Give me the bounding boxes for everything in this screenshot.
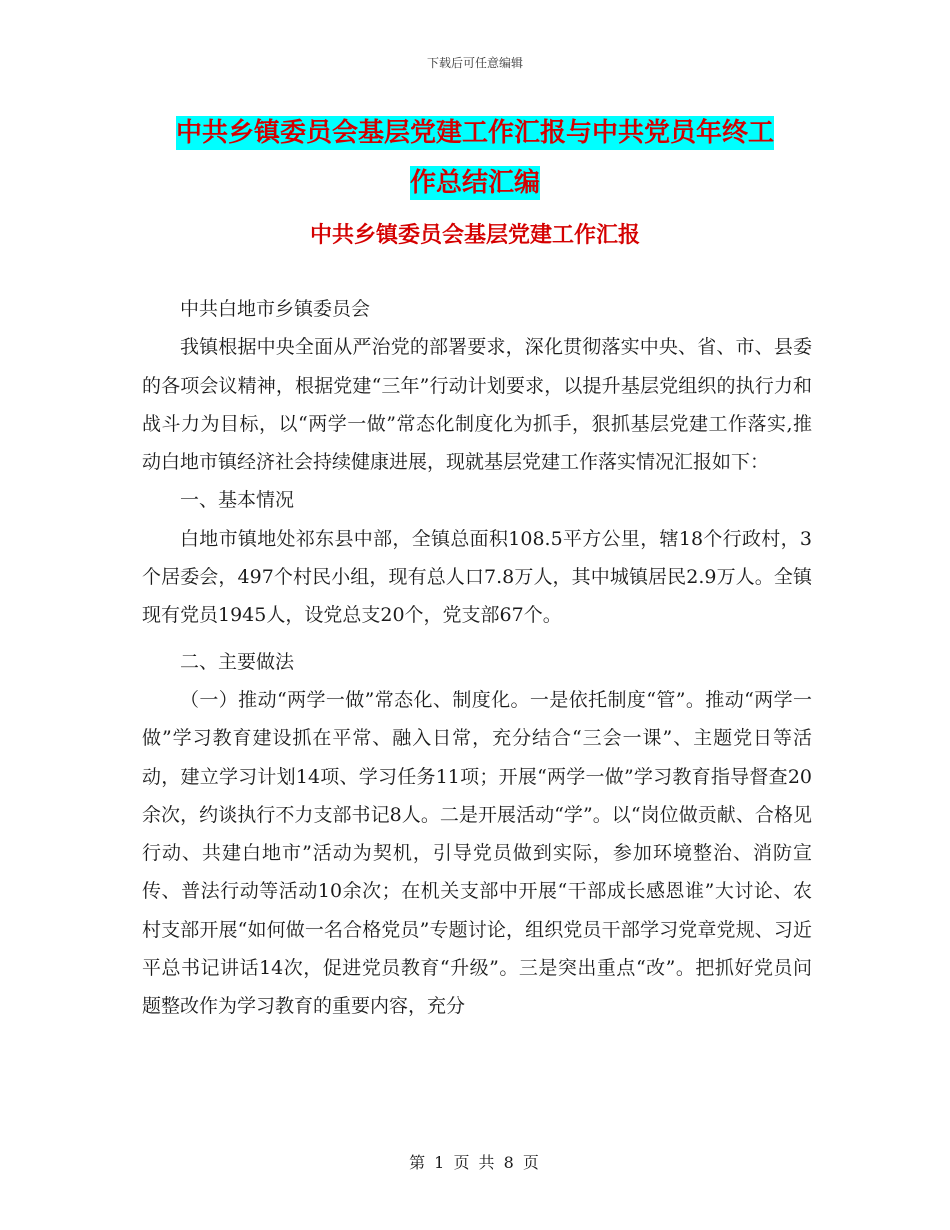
- paragraph-intro: 我镇根据中央全面从严治党的部署要求，深化贯彻落实中央、省、市、县委的各项会议精神，根据党建“三年”行动计划要求，以提升基层党组织的执行力和战斗力为目标，以“两学一做”常态化制度化为抓手，狠抓基层党建工作落实,推动白地市镇经济社会持续健康进展，现就基层党建工作落实情况汇报如下：: [142, 336, 812, 474]
- heading-basic-situation: 一、基本情况: [180, 489, 295, 512]
- page-footer: 第 1 页 共 8 页: [409, 1153, 541, 1172]
- title-line-1: 中共乡镇委员会基层党建工作汇报与中共党员年终工: [175, 118, 774, 148]
- title-line-2: 作总结汇编: [409, 168, 540, 198]
- heading-main-practices: 二、主要做法: [180, 650, 295, 673]
- header-note: 下载后可任意编辑: [426, 56, 523, 70]
- paragraph-organization: 中共白地市乡镇委员会: [180, 298, 371, 320]
- paragraph-practices: （一）推动“两学一做”常态化、制度化。一是依托制度“管”。推动“两学一做”学习教育建设抓在平常、融入日常，充分结合“三会一课”、主题党日等活动，建立学习计划14项、学习任务11项；开展“两学一做”学习教育指导督查20余次，约谈执行不力支部书记8人。二是开展活动“学”。以“岗位做贡献、合格见行动、共建白地市”活动为契机，引导党员做到实际，参加环境整治、消防宣传、普法行动等活动10余次；在机关支部中开展“干部成长感恩谁”大讨论、农村支部开展“如何做一名合格党员”专题讨论，组织党员干部学习党章党规、习近平总书记讲话14次，促进党员教育“升级”。三是突出重点“改”。把抓好党员问题整改作为学习教育的重要内容，充分: [142, 688, 812, 1018]
- paragraph-basic-situation: 白地市镇地处祁东县中部，全镇总面积108.5平方公里，辖18个行政村，3个居委会，497个村民小组，现有总人口7.8万人，其中城镇居民2.9万人。全镇现有党员1945人，设党总支20个，党支部67个。: [142, 527, 812, 627]
- section-title: 中共乡镇委员会基层党建工作汇报: [309, 223, 640, 248]
- document-title: [120, 108, 830, 208]
- document-body: [142, 290, 812, 1026]
